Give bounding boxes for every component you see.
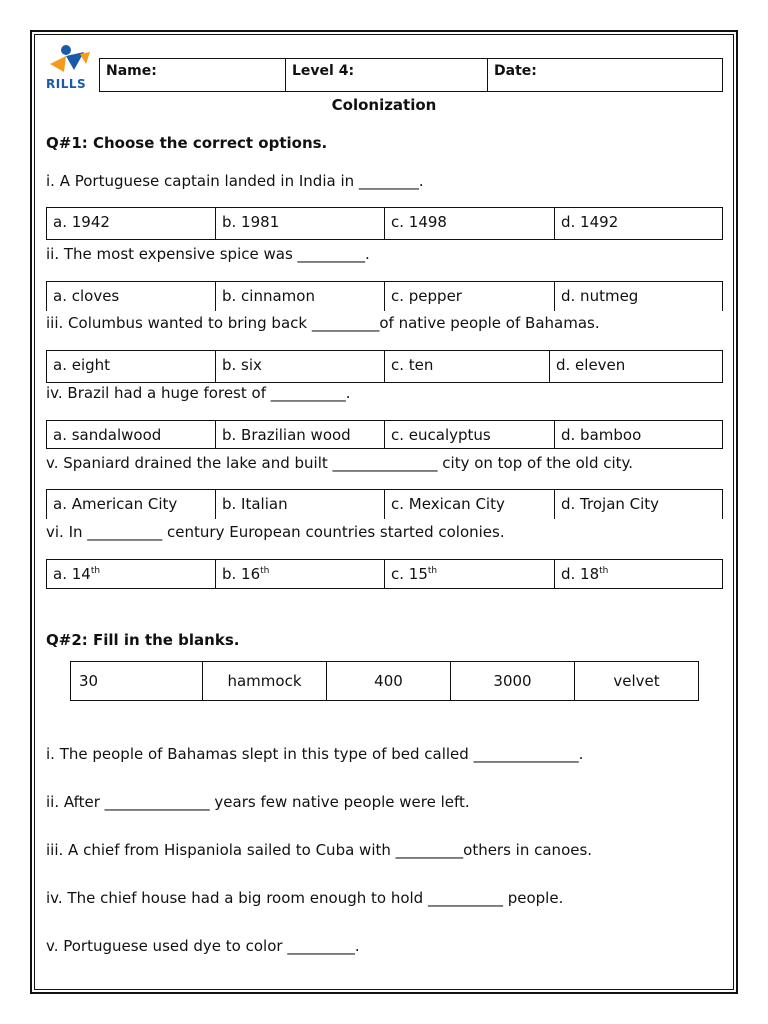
q1-question-6: vi. In __________ century European countries started colonies. [46,523,505,541]
option-d-text: d. 18 [561,565,600,583]
header-table [99,58,723,92]
option-d[interactable]: d. 1492 [561,213,619,231]
q1-heading: Q#1: Choose the correct options. [46,134,328,152]
q1-options-3 [46,350,723,383]
q2-sentence-1: i. The people of Bahamas slept in this type of bed called ______________. [46,745,584,763]
q1-question-2: ii. The most expensive spice was _________. [46,245,370,263]
option-a[interactable]: a. cloves [47,282,216,311]
name-field[interactable]: Name: [100,59,286,91]
ordinal-suffix: th [427,566,438,576]
q1-options-6 [46,559,723,589]
option-b[interactable]: b. cinnamon [216,282,385,311]
option-b[interactable]: b. Italian [216,490,385,519]
option-b[interactable]: b. six [216,351,385,382]
option-a[interactable]: a. American City [47,490,216,519]
option-d[interactable]: d. eleven [556,356,626,374]
option-b[interactable] [216,560,385,588]
level-field: Level 4: [286,59,488,91]
q1-options-2 [46,281,723,311]
q1-question-4: iv. Brazil had a huge forest of __________. [46,384,351,402]
option-d[interactable]: d. bamboo [561,426,642,444]
q2-sentence-3: iii. A chief from Hispaniola sailed to Cuba with _________others in canoes. [46,841,593,859]
option-c[interactable] [385,560,555,588]
ordinal-suffix: th [599,566,609,576]
q2-sentence-4: iv. The chief house had a big room enough to hold __________ people. [46,889,564,907]
ordinal-suffix: th [260,566,270,576]
option-c[interactable]: c. pepper [385,282,555,311]
word-bank-item: 3000 [451,662,575,700]
option-c[interactable]: c. eucalyptus [385,421,555,448]
option-c-text: c. 15 [391,565,428,583]
option-a[interactable]: a. sandalwood [47,421,216,448]
option-a-text: a. 14 [53,565,91,583]
option-a[interactable] [47,560,216,588]
q1-question-5: v. Spaniard drained the lake and built ______________ city on top of the old city. [46,454,634,472]
option-c[interactable]: c. 1498 [385,208,555,239]
word-bank-item: 30 [71,662,203,700]
option-c[interactable]: c. Mexican City [385,490,555,519]
ordinal-suffix: th [90,566,101,576]
q1-options-4 [46,420,723,449]
q1-question-1: i. A Portuguese captain landed in India in ________. [46,172,424,190]
option-b-text: b. 16 [222,565,261,583]
option-a[interactable]: a. 1942 [47,208,216,239]
option-b[interactable]: b. Brazilian wood [216,421,385,448]
date-field[interactable]: Date: [494,63,537,79]
word-bank-item: velvet [613,672,660,690]
option-d[interactable] [555,560,722,588]
q2-sentence-5: v. Portuguese used dye to color _________. [46,937,360,955]
worksheet-title: Colonization [331,96,437,114]
word-bank [70,661,699,701]
option-c[interactable]: c. ten [385,351,550,382]
q2-sentence-2: ii. After ______________ years few native people were left. [46,793,470,811]
option-d[interactable]: d. Trojan City [561,495,660,513]
word-bank-item: 400 [327,662,451,700]
q1-options-1 [46,207,723,240]
option-b[interactable]: b. 1981 [216,208,385,239]
option-d[interactable]: d. nutmeg [561,287,639,305]
option-a[interactable]: a. eight [47,351,216,382]
q1-question-3: iii. Columbus wanted to bring back _________of native people of Bahamas. [46,314,600,332]
logo-text: RILLS [46,77,87,91]
word-bank-item: hammock [203,662,327,700]
q1-options-5 [46,489,723,519]
q2-heading: Q#2: Fill in the blanks. [46,631,240,649]
